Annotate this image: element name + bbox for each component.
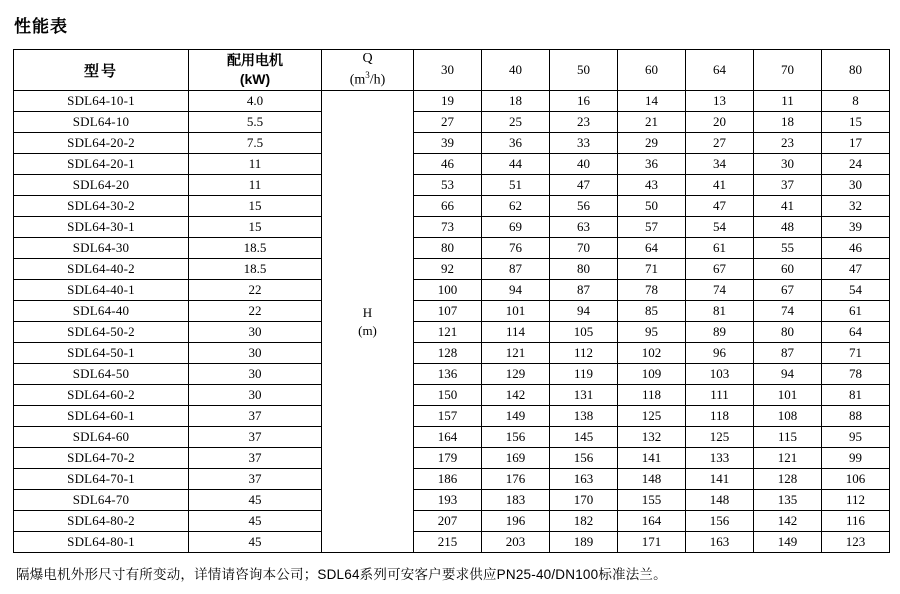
cell-head-value: 61 bbox=[822, 301, 890, 322]
cell-head-value: 60 bbox=[754, 259, 822, 280]
cell-model: SDL64-30 bbox=[14, 238, 189, 259]
cell-head-value: 123 bbox=[822, 532, 890, 553]
cell-head-value: 141 bbox=[618, 448, 686, 469]
cell-model: SDL64-30-2 bbox=[14, 196, 189, 217]
cell-model: SDL64-10 bbox=[14, 112, 189, 133]
cell-head-value: 170 bbox=[550, 490, 618, 511]
cell-head-value: 111 bbox=[686, 385, 754, 406]
cell-head-value: 169 bbox=[482, 448, 550, 469]
cell-head-value: 41 bbox=[754, 196, 822, 217]
cell-head-value: 19 bbox=[414, 91, 482, 112]
cell-head-value: 67 bbox=[686, 259, 754, 280]
cell-motor-power: 45 bbox=[189, 511, 322, 532]
cell-head-value: 23 bbox=[550, 112, 618, 133]
cell-head-value: 101 bbox=[482, 301, 550, 322]
cell-head-value: 186 bbox=[414, 469, 482, 490]
cell-head-value: 51 bbox=[482, 175, 550, 196]
cell-motor-power: 22 bbox=[189, 280, 322, 301]
cell-head-value: 142 bbox=[482, 385, 550, 406]
cell-head-value: 156 bbox=[550, 448, 618, 469]
cell-head-value: 88 bbox=[822, 406, 890, 427]
cell-head-value: 25 bbox=[482, 112, 550, 133]
cell-head-value: 47 bbox=[686, 196, 754, 217]
cell-motor-power: 18.5 bbox=[189, 259, 322, 280]
cell-head-value: 112 bbox=[550, 343, 618, 364]
cell-head-value: 74 bbox=[686, 280, 754, 301]
cell-head-value: 132 bbox=[618, 427, 686, 448]
table-row bbox=[14, 259, 890, 280]
cell-head-value: 18 bbox=[482, 91, 550, 112]
cell-model: SDL64-50-1 bbox=[14, 343, 189, 364]
cell-head-value: 36 bbox=[482, 133, 550, 154]
cell-model: SDL64-80-2 bbox=[14, 511, 189, 532]
table-row bbox=[14, 427, 890, 448]
cell-model: SDL64-40-1 bbox=[14, 280, 189, 301]
cell-head-value: 121 bbox=[754, 448, 822, 469]
table-row bbox=[14, 364, 890, 385]
cell-head-value: 179 bbox=[414, 448, 482, 469]
cell-head-value: 80 bbox=[414, 238, 482, 259]
header-flow-value: 60 bbox=[618, 50, 686, 91]
table-row bbox=[14, 301, 890, 322]
cell-motor-power: 37 bbox=[189, 469, 322, 490]
cell-model: SDL64-80-1 bbox=[14, 532, 189, 553]
table-row bbox=[14, 112, 890, 133]
cell-head-value: 53 bbox=[414, 175, 482, 196]
table-row bbox=[14, 343, 890, 364]
cell-head-value: 36 bbox=[618, 154, 686, 175]
cell-head-value: 156 bbox=[686, 511, 754, 532]
cell-head-value: 125 bbox=[686, 427, 754, 448]
cell-head-value: 64 bbox=[618, 238, 686, 259]
header-flow-q: Q $(m^3/h)$ bbox=[322, 50, 414, 91]
cell-head-value: 115 bbox=[754, 427, 822, 448]
table-row bbox=[14, 133, 890, 154]
cell-head-value: 193 bbox=[414, 490, 482, 511]
cell-head-value: 164 bbox=[414, 427, 482, 448]
cell-head-value: 70 bbox=[550, 238, 618, 259]
table-row bbox=[14, 154, 890, 175]
cell-head-value: 121 bbox=[414, 322, 482, 343]
cell-head-value: 48 bbox=[754, 217, 822, 238]
cell-head-value: 105 bbox=[550, 322, 618, 343]
cell-head-value: 66 bbox=[414, 196, 482, 217]
cell-head-value: 106 bbox=[822, 469, 890, 490]
cell-head-value: 149 bbox=[754, 532, 822, 553]
cell-head-value: 196 bbox=[482, 511, 550, 532]
cell-head-value: 183 bbox=[482, 490, 550, 511]
header-flow-value: 50 bbox=[550, 50, 618, 91]
cell-head-value: 87 bbox=[482, 259, 550, 280]
table-row bbox=[14, 448, 890, 469]
cell-head-value: 39 bbox=[414, 133, 482, 154]
cell-head-value: 40 bbox=[550, 154, 618, 175]
cell-model: SDL64-20-2 bbox=[14, 133, 189, 154]
header-flow-value: 80 bbox=[822, 50, 890, 91]
cell-head-value: 112 bbox=[822, 490, 890, 511]
cell-head-value: 100 bbox=[414, 280, 482, 301]
cell-head-value: 135 bbox=[754, 490, 822, 511]
cell-head-value: 63 bbox=[550, 217, 618, 238]
cell-head-value: 89 bbox=[686, 322, 754, 343]
cell-motor-power: 5.5 bbox=[189, 112, 322, 133]
cell-head-value: 30 bbox=[754, 154, 822, 175]
cell-motor-power: 45 bbox=[189, 490, 322, 511]
table-row bbox=[14, 511, 890, 532]
header-flow-value: 70 bbox=[754, 50, 822, 91]
cell-head-value: 57 bbox=[618, 217, 686, 238]
cell-motor-power: 18.5 bbox=[189, 238, 322, 259]
cell-head-value: 182 bbox=[550, 511, 618, 532]
cell-motor-power: 37 bbox=[189, 427, 322, 448]
cell-head-value: 138 bbox=[550, 406, 618, 427]
cell-head-value: 74 bbox=[754, 301, 822, 322]
cell-head-value: 95 bbox=[822, 427, 890, 448]
cell-head-value: 119 bbox=[550, 364, 618, 385]
cell-motor-power: 45 bbox=[189, 532, 322, 553]
cell-head-value: 176 bbox=[482, 469, 550, 490]
cell-head-value: 101 bbox=[754, 385, 822, 406]
cell-head-value: 189 bbox=[550, 532, 618, 553]
table-row bbox=[14, 196, 890, 217]
cell-head-value: 39 bbox=[822, 217, 890, 238]
cell-head-value: 207 bbox=[414, 511, 482, 532]
cell-head-value: 136 bbox=[414, 364, 482, 385]
cell-head-value: 44 bbox=[482, 154, 550, 175]
cell-head-value: 116 bbox=[822, 511, 890, 532]
cell-head-value: 118 bbox=[618, 385, 686, 406]
cell-motor-power: 15 bbox=[189, 196, 322, 217]
cell-head-value: 80 bbox=[550, 259, 618, 280]
table-row bbox=[14, 490, 890, 511]
performance-table bbox=[13, 49, 890, 553]
cell-head-value: 215 bbox=[414, 532, 482, 553]
cell-head-value: 81 bbox=[686, 301, 754, 322]
cell-head-value: 103 bbox=[686, 364, 754, 385]
cell-head-value: 108 bbox=[754, 406, 822, 427]
cell-model: SDL64-60-2 bbox=[14, 385, 189, 406]
table-row bbox=[14, 217, 890, 238]
cell-model: SDL64-70-2 bbox=[14, 448, 189, 469]
cell-head-value: 73 bbox=[414, 217, 482, 238]
header-flow-value: 40 bbox=[482, 50, 550, 91]
header-flow-value: 30 bbox=[414, 50, 482, 91]
cell-head-value: 34 bbox=[686, 154, 754, 175]
cell-motor-power: 7.5 bbox=[189, 133, 322, 154]
cell-head-value: 47 bbox=[822, 259, 890, 280]
cell-head-value: 61 bbox=[686, 238, 754, 259]
cell-head-value: 11 bbox=[754, 91, 822, 112]
cell-head-value: 109 bbox=[618, 364, 686, 385]
cell-head-value: 114 bbox=[482, 322, 550, 343]
cell-head-value: 43 bbox=[618, 175, 686, 196]
cell-head-value: 125 bbox=[618, 406, 686, 427]
cell-model: SDL64-50 bbox=[14, 364, 189, 385]
cell-head-value: 50 bbox=[618, 196, 686, 217]
cell-head-value: 32 bbox=[822, 196, 890, 217]
cell-motor-power: 30 bbox=[189, 343, 322, 364]
table-row bbox=[14, 238, 890, 259]
cell-head-value: 27 bbox=[686, 133, 754, 154]
cell-head-value: 67 bbox=[754, 280, 822, 301]
table-header-row bbox=[14, 50, 890, 91]
cell-head-value: 141 bbox=[686, 469, 754, 490]
header-flow-value: 64 bbox=[686, 50, 754, 91]
cell-head-value: 164 bbox=[618, 511, 686, 532]
cell-head-value: 69 bbox=[482, 217, 550, 238]
cell-head-value: 148 bbox=[618, 469, 686, 490]
cell-head-value: 118 bbox=[686, 406, 754, 427]
cell-head-value: 56 bbox=[550, 196, 618, 217]
cell-head-value: 107 bbox=[414, 301, 482, 322]
cell-head-value: 142 bbox=[754, 511, 822, 532]
cell-model: SDL64-70-1 bbox=[14, 469, 189, 490]
cell-model: SDL64-60 bbox=[14, 427, 189, 448]
cell-head-value: 121 bbox=[482, 343, 550, 364]
cell-motor-power: 30 bbox=[189, 322, 322, 343]
cell-head-value: 95 bbox=[618, 322, 686, 343]
cell-head-value: 163 bbox=[686, 532, 754, 553]
cell-model: SDL64-20 bbox=[14, 175, 189, 196]
footnote: 隔爆电机外形尺寸有所变动，详情请咨询本公司；SDL64系列可安客户要求供应PN25-40/DN100标准法兰。 bbox=[16, 567, 667, 583]
cell-model: SDL64-30-1 bbox=[14, 217, 189, 238]
cell-head-value: 80 bbox=[754, 322, 822, 343]
cell-head-value: 131 bbox=[550, 385, 618, 406]
cell-head-value: 37 bbox=[754, 175, 822, 196]
cell-head-value: 24 bbox=[822, 154, 890, 175]
cell-head-value: 21 bbox=[618, 112, 686, 133]
cell-model: SDL64-40-2 bbox=[14, 259, 189, 280]
cell-head-value: 94 bbox=[754, 364, 822, 385]
cell-head-value: 54 bbox=[686, 217, 754, 238]
cell-head-value: 94 bbox=[482, 280, 550, 301]
cell-head-value: 14 bbox=[618, 91, 686, 112]
cell-head-value: 78 bbox=[618, 280, 686, 301]
cell-motor-power: 30 bbox=[189, 364, 322, 385]
cell-head-value: 13 bbox=[686, 91, 754, 112]
cell-head-value: 76 bbox=[482, 238, 550, 259]
cell-head-value: 129 bbox=[482, 364, 550, 385]
cell-head-value: 148 bbox=[686, 490, 754, 511]
table-row bbox=[14, 385, 890, 406]
cell-head-value: 128 bbox=[754, 469, 822, 490]
table-row bbox=[14, 532, 890, 553]
cell-model: SDL64-60-1 bbox=[14, 406, 189, 427]
cell-head-value: 150 bbox=[414, 385, 482, 406]
cell-head-value: 54 bbox=[822, 280, 890, 301]
page-title: 性能表 bbox=[14, 17, 68, 36]
cell-head-value: 87 bbox=[550, 280, 618, 301]
cell-head-value: 203 bbox=[482, 532, 550, 553]
cell-head-label: H (m) bbox=[322, 91, 414, 553]
cell-head-value: 145 bbox=[550, 427, 618, 448]
cell-model: SDL64-20-1 bbox=[14, 154, 189, 175]
cell-head-value: 41 bbox=[686, 175, 754, 196]
table-row bbox=[14, 322, 890, 343]
cell-head-value: 87 bbox=[754, 343, 822, 364]
cell-head-value: 71 bbox=[822, 343, 890, 364]
cell-head-value: 55 bbox=[754, 238, 822, 259]
cell-head-value: 8 bbox=[822, 91, 890, 112]
table-row bbox=[14, 91, 890, 112]
cell-motor-power: 11 bbox=[189, 175, 322, 196]
cell-head-value: 171 bbox=[618, 532, 686, 553]
cell-head-value: 102 bbox=[618, 343, 686, 364]
cell-head-value: 47 bbox=[550, 175, 618, 196]
cell-motor-power: 37 bbox=[189, 448, 322, 469]
cell-model: SDL64-40 bbox=[14, 301, 189, 322]
cell-motor-power: 22 bbox=[189, 301, 322, 322]
cell-head-value: 99 bbox=[822, 448, 890, 469]
cell-motor-power: 11 bbox=[189, 154, 322, 175]
cell-head-value: 29 bbox=[618, 133, 686, 154]
cell-head-value: 23 bbox=[754, 133, 822, 154]
cell-head-value: 156 bbox=[482, 427, 550, 448]
cell-model: SDL64-50-2 bbox=[14, 322, 189, 343]
cell-head-value: 133 bbox=[686, 448, 754, 469]
table-row bbox=[14, 175, 890, 196]
cell-head-value: 30 bbox=[822, 175, 890, 196]
header-model: 型号 bbox=[14, 50, 189, 91]
cell-motor-power: 15 bbox=[189, 217, 322, 238]
cell-motor-power: 37 bbox=[189, 406, 322, 427]
cell-head-value: 149 bbox=[482, 406, 550, 427]
cell-head-value: 85 bbox=[618, 301, 686, 322]
cell-motor-power: 30 bbox=[189, 385, 322, 406]
cell-head-value: 163 bbox=[550, 469, 618, 490]
cell-head-value: 81 bbox=[822, 385, 890, 406]
cell-motor-power: 4.0 bbox=[189, 91, 322, 112]
cell-head-value: 46 bbox=[414, 154, 482, 175]
table-row bbox=[14, 406, 890, 427]
cell-head-value: 33 bbox=[550, 133, 618, 154]
cell-model: SDL64-10-1 bbox=[14, 91, 189, 112]
header-motor-power: 配用电机 (kW) bbox=[189, 50, 322, 91]
cell-head-value: 27 bbox=[414, 112, 482, 133]
cell-head-value: 16 bbox=[550, 91, 618, 112]
cell-head-value: 15 bbox=[822, 112, 890, 133]
cell-head-value: 157 bbox=[414, 406, 482, 427]
cell-head-value: 62 bbox=[482, 196, 550, 217]
cell-head-value: 20 bbox=[686, 112, 754, 133]
cell-head-value: 155 bbox=[618, 490, 686, 511]
cell-head-value: 96 bbox=[686, 343, 754, 364]
cell-head-value: 46 bbox=[822, 238, 890, 259]
cell-head-value: 92 bbox=[414, 259, 482, 280]
cell-head-value: 71 bbox=[618, 259, 686, 280]
cell-head-value: 78 bbox=[822, 364, 890, 385]
table-row bbox=[14, 280, 890, 301]
cell-head-value: 64 bbox=[822, 322, 890, 343]
cell-head-value: 128 bbox=[414, 343, 482, 364]
cell-model: SDL64-70 bbox=[14, 490, 189, 511]
cell-head-value: 94 bbox=[550, 301, 618, 322]
cell-head-value: 17 bbox=[822, 133, 890, 154]
cell-head-value: 18 bbox=[754, 112, 822, 133]
table-row bbox=[14, 469, 890, 490]
